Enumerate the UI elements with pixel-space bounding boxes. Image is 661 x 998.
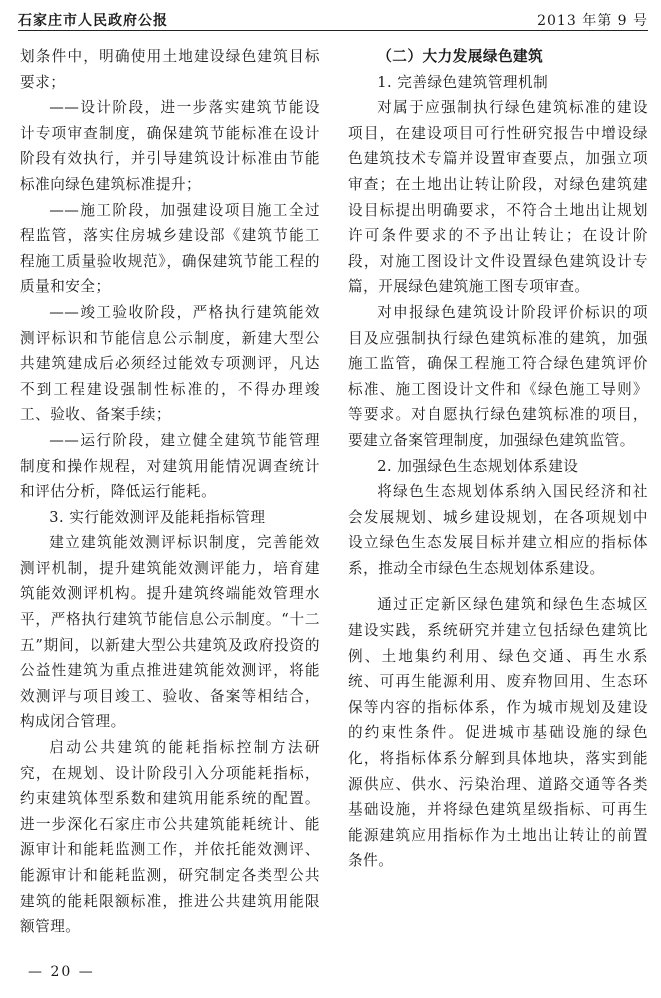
left-column: [20, 44, 320, 940]
paragraph: 划条件中，明确使用土地建设绿色建筑目标要求；: [20, 48, 320, 91]
right-column: [348, 44, 648, 874]
paragraph: ——运行阶段，建立健全建筑节能管理制度和操作规程，对建筑用能情况调查统计和评估分析，降低运行能耗。: [20, 431, 320, 501]
paragraph: 启动公共建筑的能耗指标控制方法研究，在规划、设计阶段引入分项能耗指标，约束建筑体型系数和建筑用能系统的配置。进一步深化石家庄市公共建筑能耗统计、能源审计和能耗监测工作，并依托能效测评、能源审计和能耗监测，研究制定各类型公共建筑的能耗限额标准，推进公共建筑用能限额管理。: [20, 739, 320, 936]
paragraph: ——设计阶段，进一步落实建筑节能设计专项审查制度，确保建筑节能标准在设计阶段有效执行，并引导建筑设计标准由节能标准向绿色建筑标准提升；: [20, 99, 320, 193]
page-header: [18, 8, 648, 31]
paragraph: 建立建筑能效测评标识制度，完善能效测评机制，提升建筑能效测评能力，培育建筑能效测评机构。提升建筑终端能效管理水平，严格执行建筑节能信息公示制度。“十二五”期间，以新建大型公共建筑及政府投资的公益性建筑为重点推进建筑能效测评，将能效测评与项目竣工、验收、备案等相结合，构成闭合管理。: [20, 534, 320, 731]
paragraph: 将绿色生态规划体系纳入国民经济和社会发展规划、城乡建设规划，在各项规划中设立绿色生态发展目标并建立相应的指标体系，推动全市绿色生态规划体系建设。: [348, 483, 648, 577]
section-subheading: 3. 实行能效测评及能耗指标管理: [49, 508, 266, 526]
section-heading: （二）大力发展绿色建筑: [377, 48, 544, 65]
paragraph: 通过正定新区绿色建筑和绿色生态城区建设实践，系统研究并建立包括绿色建筑比例、土地集约利用、绿色交通、再生水系统、可再生能源利用、废弃物回用、生态环保等内容的指标体系，作为城市规划及建设的约束性条件。促进城市基础设施的绿色化，将指标体系分解到具体地块，落实到能源供应、供水、污染治理、道路交通等各类基础设施，并将绿色建筑星级指标、可再生能源建筑应用指标作为土地出让转让的前置条件。: [348, 596, 648, 870]
page-number: — 20 —: [28, 964, 95, 980]
journal-title: 石家庄市人民政府公报: [18, 13, 168, 29]
section-subheading: 1. 完善绿色建筑管理机制: [377, 73, 549, 91]
issue-number: 2013 年第 9 号: [537, 13, 648, 29]
section-subheading: 2. 加强绿色生态规划体系建设: [377, 457, 579, 475]
paragraph: 对属于应强制执行绿色建筑标准的建设项目，在建设项目可行性研究报告中增设绿色建筑技术专篇并设置审查要点，加强立项审查；在土地出让转让阶段，对绿色建筑建设目标提出明确要求，不符合土地出让规划许可条件要求的不予出让转让；在设计阶段，对施工图设计文件设置绿色建筑设计专篇，开展绿色建筑施工图专项审查。: [348, 99, 648, 296]
paragraph: ——施工阶段，加强建设项目施工全过程监管，落实住房城乡建设部《建筑节能工程施工质量验收规范》，确保建筑节能工程的质量和安全；: [20, 201, 320, 296]
paragraph: 对申报绿色建筑设计阶段评价标识的项目及应强制执行绿色建筑标准的建筑，加强施工监管，确保工程施工符合绿色建筑评价标准、施工图设计文件和《绿色施工导则》等要求。对自愿执行绿色建筑标准的项目，要建立备案管理制度，加强绿色建筑监管。: [348, 303, 648, 449]
paragraph: ——竣工验收阶段，严格执行建筑能效测评标识和节能信息公示制度，新建大型公共建筑建成后必须经过能效专项测评，凡达不到工程建设强制性标准的，不得办理竣工、验收、备案手续；: [20, 303, 320, 424]
